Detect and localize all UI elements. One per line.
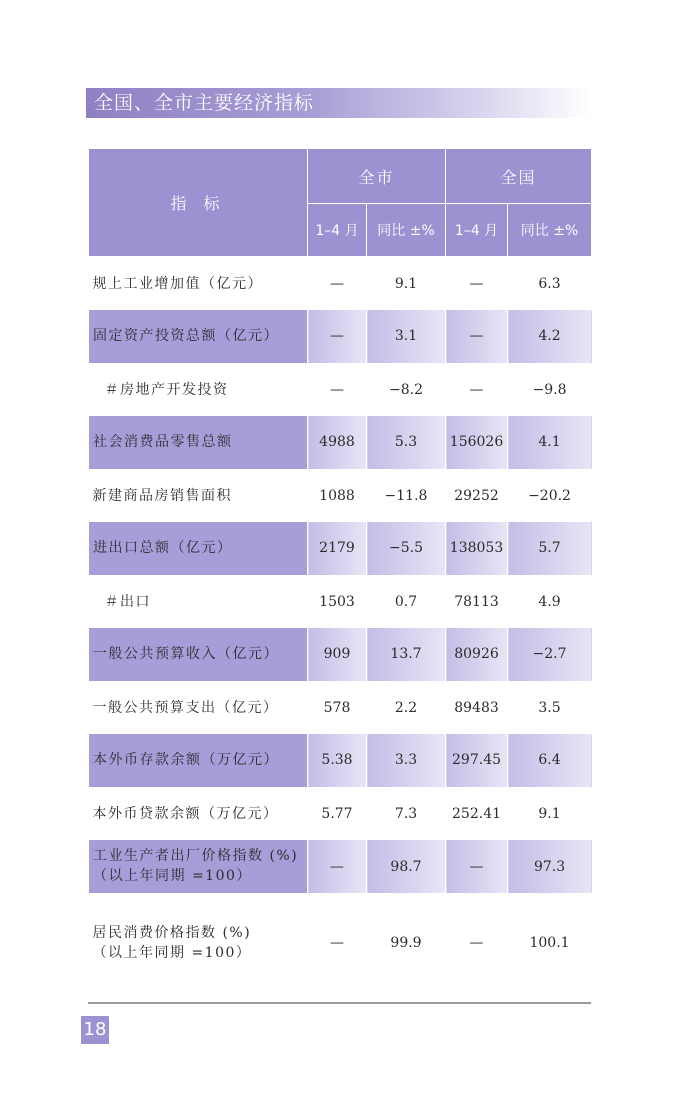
- table-row: [89, 469, 592, 522]
- nation-value: 156026: [449, 434, 504, 450]
- row-name-note: （以上年同期 =100）: [92, 945, 252, 961]
- city-yoy: 0.7: [394, 593, 418, 610]
- nation-value: 89483: [454, 699, 499, 716]
- nation-value: 252.41: [452, 805, 502, 822]
- table-row: [89, 416, 592, 469]
- header-city: 全市: [308, 149, 446, 204]
- nation-yoy: 4.9: [538, 593, 561, 610]
- table-row: [89, 734, 592, 787]
- table-row: [89, 522, 592, 575]
- nation-value: 138053: [449, 540, 504, 556]
- table-row: [89, 575, 592, 628]
- title-banner: [86, 88, 590, 118]
- table-row: [89, 310, 592, 363]
- table-row: [89, 787, 592, 840]
- nation-yoy: 9.1: [538, 805, 561, 822]
- city-yoy: 98.7: [390, 858, 422, 875]
- city-value: —: [330, 858, 344, 875]
- city-value: —: [330, 328, 344, 344]
- row-name: 本外币存款余额（万亿元）: [93, 752, 279, 768]
- header-city-period: 1–4 月: [308, 204, 367, 257]
- nation-value: —: [469, 935, 484, 951]
- nation-yoy: 6.4: [538, 752, 561, 768]
- city-yoy: −5.5: [389, 540, 423, 556]
- nation-value: —: [469, 858, 484, 875]
- city-yoy: 99.9: [390, 935, 422, 951]
- row-name: 一般公共预算支出（亿元）: [92, 699, 279, 716]
- city-value: —: [330, 275, 344, 292]
- table-row: [89, 681, 592, 734]
- nation-value: 297.45: [452, 752, 502, 768]
- city-yoy: 13.7: [390, 646, 422, 662]
- city-yoy: 3.1: [394, 328, 418, 344]
- city-value: 1503: [319, 593, 355, 610]
- nation-value: 80926: [454, 646, 499, 662]
- nation-yoy: 4.1: [538, 434, 561, 450]
- header-city-yoy: 同比 ±%: [367, 204, 446, 257]
- nation-yoy: 3.5: [538, 699, 561, 716]
- nation-value: —: [469, 275, 484, 292]
- city-yoy: 2.2: [394, 699, 418, 716]
- nation-yoy: 97.3: [533, 858, 566, 875]
- row-name: ＃房地产开发投资: [104, 381, 229, 398]
- header-nation: 全国: [446, 149, 592, 204]
- city-value: 1088: [319, 487, 355, 504]
- table-row: [89, 257, 592, 311]
- nation-yoy: −20.2: [528, 487, 571, 504]
- row-name: 本外币贷款余额（万亿元）: [92, 805, 279, 822]
- row-name: 固定资产投资总额（亿元）: [93, 328, 279, 344]
- city-value: 4988: [319, 434, 355, 450]
- row-name: 一般公共预算收入（亿元）: [93, 646, 279, 662]
- nation-yoy: 4.2: [538, 328, 561, 344]
- city-yoy: 5.3: [394, 434, 418, 450]
- city-value: 5.38: [321, 752, 353, 768]
- nation-yoy: 100.1: [529, 935, 570, 951]
- nation-yoy: −9.8: [532, 381, 567, 398]
- table-row: [89, 893, 592, 993]
- row-name: ＃出口: [104, 593, 151, 610]
- row-name: 进出口总额（亿元）: [93, 540, 233, 556]
- city-yoy: 9.1: [394, 275, 418, 292]
- row-name: 规上工业增加值（亿元）: [92, 275, 263, 292]
- nation-yoy: 5.7: [538, 540, 561, 556]
- header-indicator: 指 标: [89, 149, 308, 257]
- city-yoy: −8.2: [389, 381, 423, 398]
- row-name: 居民消费价格指数 (%): [92, 925, 252, 941]
- economic-indicators-table: [88, 148, 592, 993]
- nation-yoy: 6.3: [538, 275, 561, 292]
- nation-yoy: −2.7: [532, 646, 567, 662]
- page-title: 全国、全市主要经济指标: [94, 92, 315, 114]
- city-yoy: −11.8: [384, 487, 428, 504]
- footer-divider: [88, 1002, 591, 1004]
- page-number: 18: [81, 1016, 109, 1044]
- row-name: 新建商品房销售面积: [92, 487, 232, 504]
- city-yoy: 3.3: [394, 752, 418, 768]
- city-value: 5.77: [321, 805, 353, 822]
- nation-value: 29252: [454, 487, 499, 504]
- table-row: [89, 628, 592, 681]
- city-value: —: [330, 381, 344, 398]
- city-value: 2179: [319, 540, 355, 556]
- table-row: [89, 363, 592, 416]
- city-value: 909: [323, 646, 351, 662]
- nation-value: 78113: [454, 593, 499, 610]
- header-nation-period: 1–4 月: [446, 204, 508, 257]
- nation-value: —: [469, 381, 484, 398]
- city-yoy: 7.3: [394, 805, 418, 822]
- city-value: 578: [323, 699, 351, 716]
- row-name: 工业生产者出厂价格指数 (%): [93, 847, 299, 864]
- row-name-note: （以上年同期 =100）: [93, 867, 252, 884]
- table-row: [89, 840, 592, 893]
- nation-value: —: [469, 328, 484, 344]
- header-nation-yoy: 同比 ±%: [508, 204, 592, 257]
- row-name: 社会消费品零售总额: [93, 434, 233, 450]
- city-value: —: [330, 935, 344, 951]
